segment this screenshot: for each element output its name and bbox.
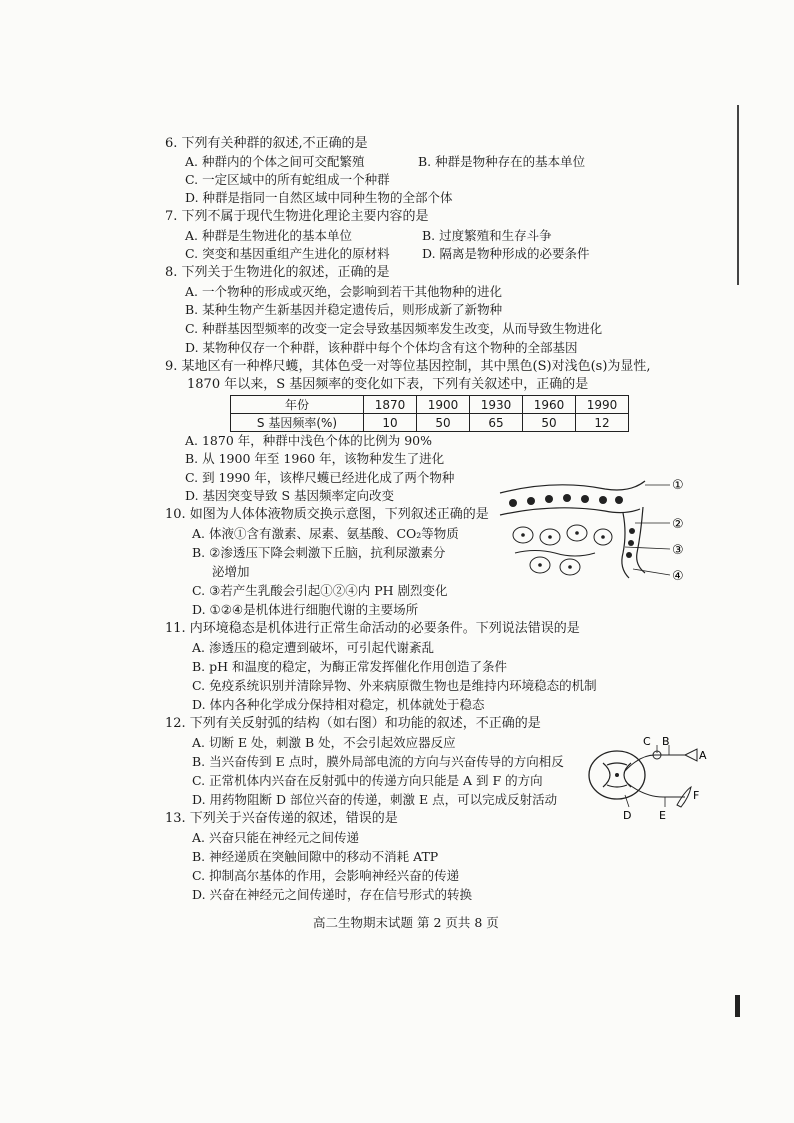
q12-option-c: C. 正常机体内兴奋在反射弧中的传递方向只能是 A 到 F 的方向 — [192, 773, 543, 788]
q10-option-a: A. 体液①含有激素、尿素、氨基酸、CO₂等物质 — [192, 526, 459, 541]
q13-option-c: C. 抑制高尔基体的作用，会影响神经兴奋的传递 — [192, 868, 460, 883]
question-8-stem: 8. 下列关于生物进化的叙述，正确的是 — [165, 265, 390, 280]
q10-option-c: C. ③若产生乳酸会引起①②④内 PH 剧烈变化 — [192, 583, 448, 598]
q12-option-d: D. 用药物阻断 D 部位兴奋的传递，刺激 E 点，可以完成反射活动 — [192, 792, 558, 807]
q8-option-d: D. 某物种仅存一个种群，该种群中每个个体均含有这个物种的全部基因 — [185, 340, 578, 355]
q11-option-a: A. 渗透压的稳定遭到破坏，可引起代谢紊乱 — [192, 640, 434, 655]
question-10-stem: 10. 如图为人体体液物质交换示意图，下列叙述正确的是 — [165, 507, 489, 522]
reflex-arc-diagram — [585, 735, 710, 823]
q7-option-d: D. 隔离是物种形成的必要条件 — [422, 246, 590, 261]
q11-option-c: C. 免疫系统识别并清除异物、外来病原微生物也是维持内环境稳态的机制 — [192, 678, 597, 693]
q7-option-a: A. 种群是生物进化的基本单位 — [185, 228, 352, 243]
q11-option-b: B. pH 和温度的稳定，为酶正常发挥催化作用创造了条件 — [192, 659, 508, 674]
q6-option-b: B. 种群是物种存在的基本单位 — [418, 154, 586, 169]
q9-option-d: D. 基因突变导致 S 基因频率定向改变 — [185, 488, 395, 503]
q13-option-b: B. 神经递质在突触间隙中的移动不消耗 ATP — [192, 849, 439, 864]
body-fluid-diagram — [495, 473, 705, 588]
question-11-stem: 11. 内环境稳态是机体进行正常生命活动的必要条件。下列说法错误的是 — [165, 621, 580, 636]
q8-option-a: A. 一个物种的形成或灭绝，会影响到若干其他物种的进化 — [185, 284, 502, 299]
table-row — [231, 396, 629, 414]
scan-edge-mark — [735, 995, 740, 1017]
q6-option-a: A. 种群内的个体之间可交配繁殖 — [185, 154, 365, 169]
fluid-label-4: ④ — [672, 569, 684, 584]
reflex-label-a: A — [699, 749, 707, 762]
fluid-label-1: ① — [672, 478, 684, 493]
table-cell-frequency: 50 — [523, 414, 576, 432]
table-cell-frequency: 10 — [364, 414, 417, 432]
question-6-stem: 6. 下列有关种群的叙述,不正确的是 — [165, 136, 368, 151]
table-row — [231, 414, 629, 432]
scan-edge-mark — [737, 105, 739, 285]
table-cell-year: 1930 — [470, 396, 523, 414]
reflex-label-d: D — [623, 809, 632, 822]
q13-option-a: A. 兴奋只能在神经元之间传递 — [192, 830, 359, 845]
fluid-label-3: ③ — [672, 543, 684, 558]
q13-option-d: D. 兴奋在神经元之间传递时，存在信号形式的转换 — [192, 887, 473, 902]
table-cell-year: 1990 — [576, 396, 629, 414]
table-header-year: 年份 — [231, 396, 364, 414]
table-header-frequency: S 基因频率(%) — [231, 414, 364, 432]
reflex-label-e: E — [659, 809, 666, 822]
question-9-stem: 9. 某地区有一种桦尺蠖，其体色受一对等位基因控制，其中黑色(S)对浅色(s)为显性, — [165, 359, 651, 374]
q9-option-a: A. 1870 年，种群中浅色个体的比例为 90% — [185, 433, 433, 448]
q10-option-b-cont: 泌增加 — [212, 564, 250, 579]
question-12-stem: 12. 下列有关反射弧的结构（如右图）和功能的叙述，不正确的是 — [165, 716, 541, 731]
table-cell-year: 1960 — [523, 396, 576, 414]
q10-option-b: B. ②渗透压下降会刺激下丘脑，抗利尿激素分 — [192, 545, 446, 560]
q7-option-c: C. 突变和基因重组产生进化的原材料 — [185, 246, 390, 261]
q12-option-b: B. 当兴奋传到 E 点时，膜外局部电流的方向与兴奋传导的方向相反 — [192, 754, 564, 769]
q8-option-b: B. 某种生物产生新基因并稳定遗传后，则形成新了新物种 — [185, 302, 503, 317]
reflex-label-b: B — [662, 735, 670, 748]
q6-option-d: D. 种群是指同一自然区域中同种生物的全部个体 — [185, 190, 453, 205]
table-cell-frequency: 65 — [470, 414, 523, 432]
table-cell-frequency: 50 — [417, 414, 470, 432]
table-cell-year: 1870 — [364, 396, 417, 414]
table-cell-year: 1900 — [417, 396, 470, 414]
page-footer: 高二生物期末试题 第 2 页共 8 页 — [313, 915, 499, 930]
gene-frequency-table — [230, 395, 629, 432]
q11-option-d: D. 体内各种化学成分保持相对稳定，机体就处于稳态 — [192, 697, 485, 712]
reflex-label-f: F — [693, 789, 700, 802]
fluid-label-2: ② — [672, 517, 684, 532]
question-9-stem-line2: 1870 年以来，S 基因频率的变化如下表，下列有关叙述中，正确的是 — [187, 377, 589, 392]
reflex-label-c: C — [643, 735, 651, 748]
q9-option-c: C. 到 1990 年，该桦尺蠖已经进化成了两个物种 — [185, 470, 455, 485]
q6-option-c: C. 一定区域中的所有蛇组成一个种群 — [185, 172, 390, 187]
q8-option-c: C. 种群基因型频率的改变一定会导致基因频率发生改变，从而导致生物进化 — [185, 321, 603, 336]
q7-option-b: B. 过度繁殖和生存斗争 — [422, 228, 552, 243]
question-7-stem: 7. 下列不属于现代生物进化理论主要内容的是 — [165, 209, 429, 224]
table-cell-frequency: 12 — [576, 414, 629, 432]
q12-option-a: A. 切断 E 处，刺激 B 处，不会引起效应器反应 — [192, 735, 456, 750]
q10-option-d: D. ①②④是机体进行细胞代谢的主要场所 — [192, 602, 419, 617]
question-13-stem: 13. 下列关于兴奋传递的叙述，错误的是 — [165, 811, 398, 826]
q9-option-b: B. 从 1900 年至 1960 年，该物种发生了进化 — [185, 451, 445, 466]
